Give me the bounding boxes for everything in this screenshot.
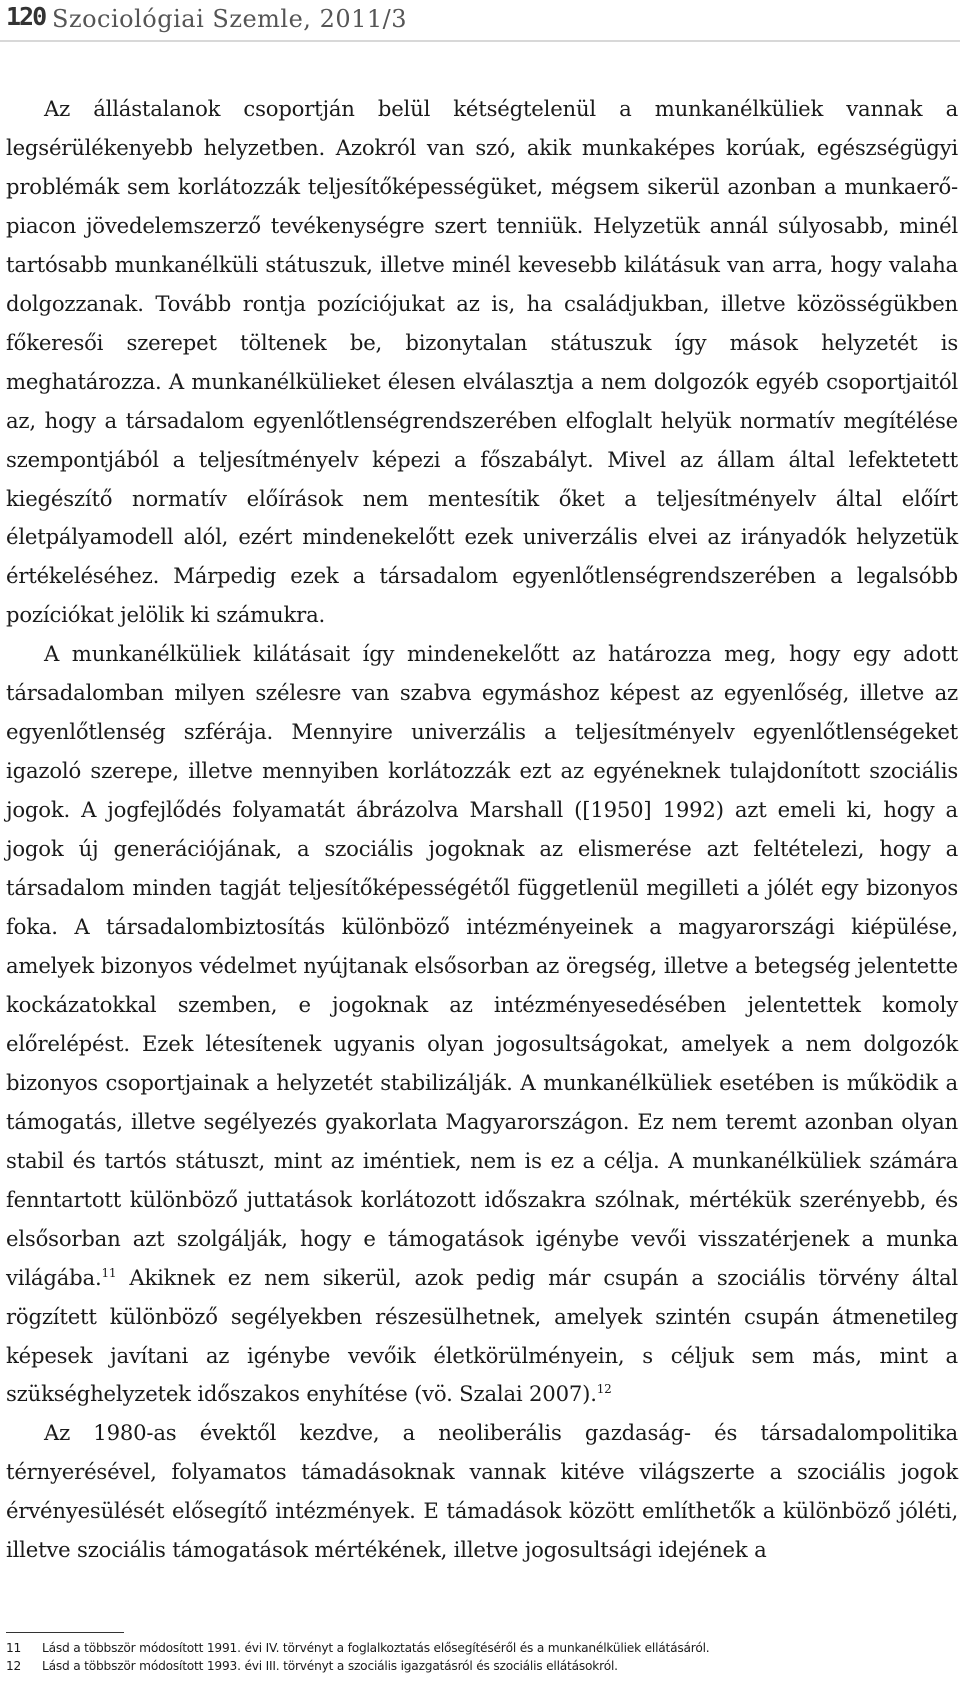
paragraph-2-part-2: Akiknek ez nem sikerül, azok pedig már csupán a szociális törvény által rögzített különböző segélyekben részesülhetnek, amelyek szintén csupán átmenetileg képesek javítani az igénybe vevőik életkörülményein, s céljuk sem más, mint a szükséghelyzetek időszakos enyhítése (vö. Szalai 2007). (6, 1264, 958, 1407)
header-rule (0, 40, 960, 42)
footnote-text: Lásd a többször módosított 1993. évi III. törvényt a szociális igazgatásról és szociális ellátásokról. (42, 1659, 618, 1673)
footnotes (6, 1639, 958, 1675)
paragraph-2 (6, 635, 958, 1414)
footnote-12 (6, 1657, 958, 1675)
page-header (0, 0, 960, 44)
footnote-text: Lásd a többször módosított 1991. évi IV. törvényt a foglalkoztatás elősegítéséről és a munkanélküliek ellátásáról. (42, 1641, 710, 1655)
paragraph-3: Az 1980-as évektől kezdve, a neoliberális gazdaság- és társadalompolitika térnyerésével, folyamatos támadásoknak vannak kitéve világszerte a szociális jogok érvényesülését elősegítő intézmények. E támadások között említhetők a különböző jóléti, illetve szociális támogatások mértékének, illetve jogosultsági idejének a (6, 1420, 958, 1563)
paragraph-1: Az állástalanok csoportján belül kétségtelenül a munkanélküliek vannak a legsérülékenyebb helyzetben. Azokról van szó, akik munkaképes korúak, egészségügyi problémák sem korlátozzák teljesítőképességüket, mégsem sikerül azonban a munkaerő-piacon jövedelemszerző tevékenységre szert tenniük. Helyzetük annál súlyosabb, minél tartósabb munkanélküli státuszuk, illetve minél kevesebb kilátásuk van arra, hogy valaha dolgozzanak. Tovább rontja pozíciójukat az is, ha családjukban, illetve közösségükben főkeresői szerepet töltenek be, bizonytalan státuszuk így mások helyzetét is meghatározza. A munkanélkülieket élesen elválasztja a nem dolgozók egyéb csoportjaitól az, hogy a társadalom egyenlőtlenségrendszerében elfoglalt helyük normatív megítélése szempontjából a teljesítményelv képezi a főszabályt. Mivel az állam által lefektetett kiegészítő normatív előírások nem mentesítik őket a teljesítményelv által előírt életpályamodell alól, ezért mindenekelőtt ezek univerzális elvei az irányadók helyzetük értékeléséhez. Márpedig ezek a társadalom egyenlőtlenségrendszerében a legalsóbb pozíciókat jelölik ki számukra. (6, 96, 958, 628)
paragraph-2-part-1: A munkanélküliek kilátásait így mindenekelőtt az határozza meg, hogy egy adott társadalomban milyen szélesre van szabva egymáshoz képest az egyenlőség, illetve az egyenlőtlenség szférája. Mennyire univerzális a teljesítményelv egyenlőtlenségeket igazoló szerepe, illetve mennyiben korlátozzák ezt az egyéneknek tulajdonított szociális jogok. A jogfejlődés folyamatát ábrázolva Marshall ([1950] 1992) azt emeli ki, hogy a jogok új generációjának, a szociális jogoknak az elismerése azt feltételezi, hogy a társadalom minden tagját teljesítőképességétől függetlenül megilleti a jólét egy bizonyos foka. A társadalombiztosítás különböző intézményeinek a magyarországi kiépülése, amelyek bizonyos védelmet nyújtanak elsősorban az öregség, illetve a betegség jelentette kockázatokkal szemben, e jogoknak az intézményesedésében jelentettek komoly előrelépést. Ezek létesítenek ugyanis olyan jogosultságokat, amelyek a nem dolgozók bizonyos csoportjainak a helyzetét stabilizálják. A munkanélküliek esetében is működik a támogatás, illetve segélyezés gyakorlata Magyarországon. Ez nem teremt azonban olyan stabil és tartós státuszt, mint az iméntiek, nem is ez a célja. A munkanélküliek számára fenntartott különböző juttatások korlátozott időszakra szólnak, mértékük szerényebb, és elsősorban azt szolgálják, hogy e támogatások igénybe vevői visszatérjenek a munka világába. (6, 641, 958, 1290)
footnote-separator (6, 1632, 124, 1633)
footnote-ref-12[interactable]: 12 (596, 1382, 612, 1397)
journal-title: Szociológiai Szemle, 2011/3 (52, 5, 407, 33)
body-text (6, 90, 958, 1570)
footnote-11 (6, 1639, 958, 1657)
footnote-number: 12 (6, 1659, 22, 1673)
footnote-ref-11[interactable]: 11 (101, 1265, 117, 1280)
footnote-number: 11 (6, 1641, 22, 1655)
page-number: 120 (6, 2, 46, 31)
